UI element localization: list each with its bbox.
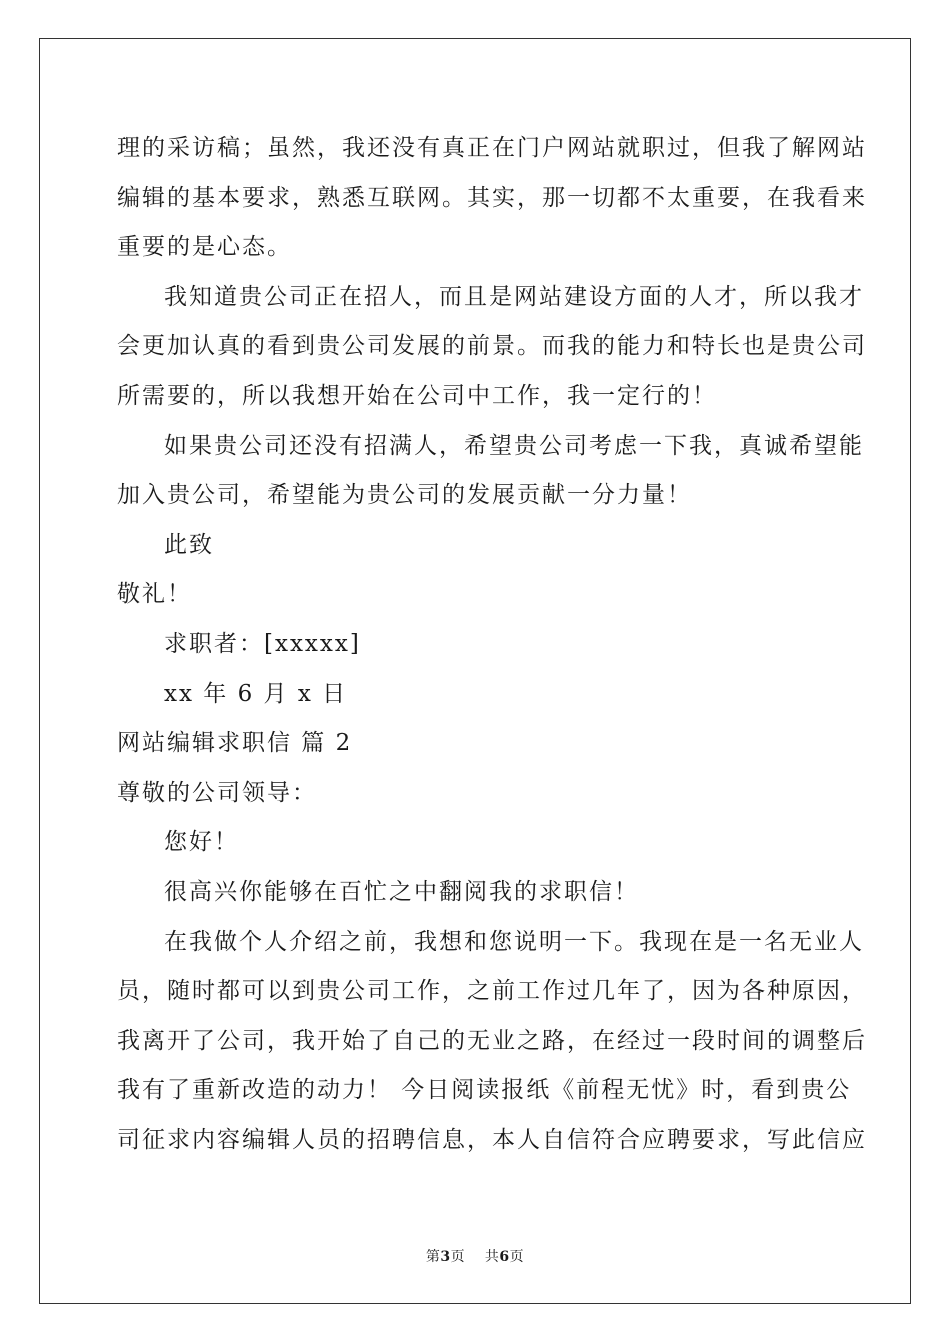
total-prefix: 共 (484, 1249, 500, 1265)
text-line: 编辑的基本要求，熟悉互联网。其实，那一切都不太重要，在我看来 (117, 184, 867, 211)
text-line: 在我做个人介绍之前，我想和您说明一下。我现在是一名无业人 (164, 928, 864, 955)
closing-respect: 敬礼！ (117, 581, 192, 608)
text-line: 会更加认真的看到贵公司发展的前景。而我的能力和特长也是贵公司 (117, 333, 867, 360)
text-line: 我有了重新改造的动力！ 今日阅读报纸《前程无忧》时，看到贵公 (117, 1077, 852, 1104)
section-title: 网站编辑求职信 篇 2 (117, 730, 353, 757)
text-line: 重要的是心态。 (117, 234, 292, 261)
letter-hello: 您好！ (164, 829, 239, 856)
page-current: 3 (440, 1249, 451, 1265)
total-suffix: 页 (509, 1249, 525, 1265)
applicant-signature: 求职者：[xxxxx] (164, 630, 361, 657)
page-suffix: 页 (450, 1249, 466, 1265)
closing-salutation: 此致 (164, 531, 214, 558)
page-prefix: 第 (425, 1249, 441, 1265)
text-line: 司征求内容编辑人员的招聘信息，本人自信符合应聘要求，写此信应 (117, 1126, 867, 1153)
letter-date: xx 年 6 月 x 日 (164, 680, 348, 707)
text-line: 我知道贵公司正在招人，而且是网站建设方面的人才，所以我才 (164, 283, 864, 310)
text-line: 我离开了公司，我开始了自己的无业之路，在经过一段时间的调整后 (117, 1027, 867, 1054)
total-pages: 6 (499, 1249, 510, 1265)
text-line: 所需要的，所以我想开始在公司中工作，我一定行的！ (117, 382, 717, 409)
text-line: 员，随时都可以到贵公司工作，之前工作过几年了，因为各种原因， (117, 978, 867, 1005)
letter-greeting: 尊敬的公司领导： (117, 779, 317, 806)
text-line: 如果贵公司还没有招满人，希望贵公司考虑一下我，真诚希望能 (164, 432, 864, 459)
page-footer (0, 1246, 950, 1266)
document-body (117, 124, 867, 1165)
text-line: 加入贵公司，希望能为贵公司的发展贡献一分力量！ (117, 482, 692, 509)
text-line: 理的采访稿；虽然，我还没有真正在门户网站就职过，但我了解网站 (117, 135, 867, 161)
text-line: 很高兴你能够在百忙之中翻阅我的求职信！ (164, 878, 639, 905)
